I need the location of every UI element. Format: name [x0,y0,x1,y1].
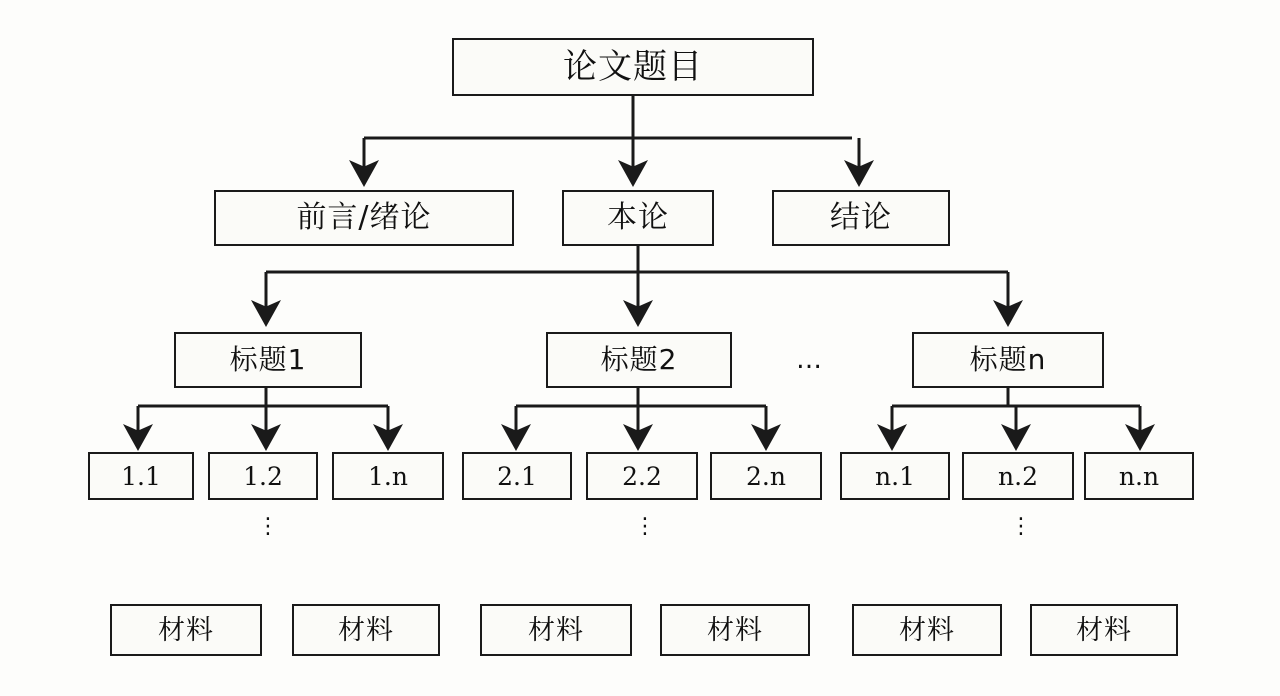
node-heading-2: 标题2 [546,332,732,388]
node-leaf-2-2: 2.2 [586,452,698,500]
node-material-5: 材料 [852,604,1002,656]
node-leaf-1-n: 1.n [332,452,444,500]
vertical-ellipsis-1: ⋮ [257,514,279,539]
node-leaf-n-n: n.n [1084,452,1194,500]
node-main-body: 本论 [562,190,714,246]
node-leaf-2-1: 2.1 [462,452,572,500]
node-conclusion: 结论 [772,190,950,246]
node-introduction: 前言/绪论 [214,190,514,246]
node-heading-n: 标题n [912,332,1104,388]
node-leaf-1-1: 1.1 [88,452,194,500]
node-leaf-1-2: 1.2 [208,452,318,500]
node-leaf-n-1: n.1 [840,452,950,500]
vertical-ellipsis-2: ⋮ [634,514,656,539]
vertical-ellipsis-3: ⋮ [1010,514,1032,539]
node-material-3: 材料 [480,604,632,656]
heading-gap-ellipsis: … [796,345,827,375]
node-heading-1: 标题1 [174,332,362,388]
node-material-6: 材料 [1030,604,1178,656]
node-material-2: 材料 [292,604,440,656]
node-root: 论文题目 [452,38,814,96]
node-material-4: 材料 [660,604,810,656]
node-leaf-2-n: 2.n [710,452,822,500]
node-leaf-n-2: n.2 [962,452,1074,500]
node-material-1: 材料 [110,604,262,656]
